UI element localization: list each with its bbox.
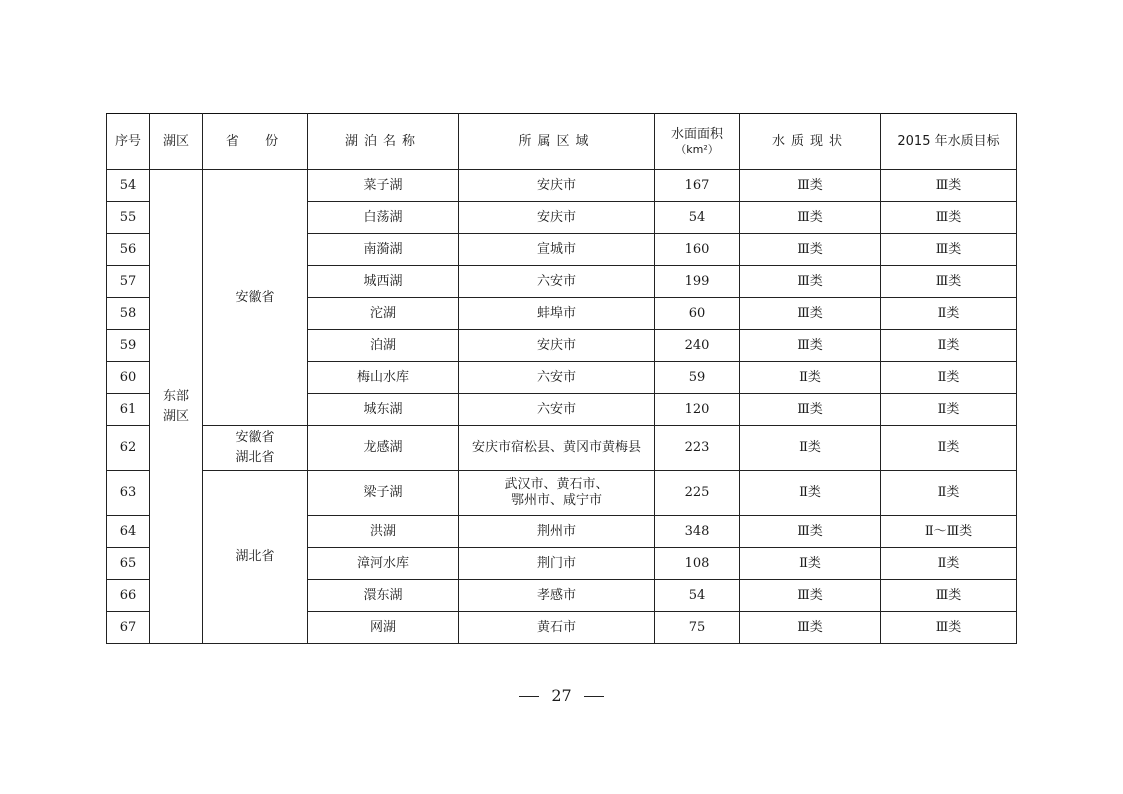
lake-name-cell: 菜子湖 — [308, 170, 459, 202]
row-number-cell: 55 — [107, 202, 150, 234]
lake-name-cell: 南漪湖 — [308, 234, 459, 266]
header-region: 湖区 — [150, 114, 203, 170]
quality-cell: Ⅲ类 — [740, 580, 881, 612]
quality-cell: Ⅲ类 — [740, 202, 881, 234]
header-water-area — [655, 114, 740, 170]
quality-cell: Ⅱ类 — [740, 471, 881, 516]
lake-name-cell: 网湖 — [308, 612, 459, 644]
province-cell-anhui-hubei: 安徽省 湖北省 — [203, 426, 308, 471]
row-number-cell: 59 — [107, 330, 150, 362]
lake-name-cell: 泊湖 — [308, 330, 459, 362]
row-number-cell: 61 — [107, 394, 150, 426]
target-cell: Ⅲ类 — [881, 202, 1017, 234]
lake-name-cell: 城东湖 — [308, 394, 459, 426]
area-cell: 黄石市 — [459, 612, 655, 644]
water-area-cell: 60 — [655, 298, 740, 330]
water-area-cell: 120 — [655, 394, 740, 426]
target-cell: Ⅲ类 — [881, 580, 1017, 612]
quality-cell: Ⅲ类 — [740, 298, 881, 330]
lake-name-cell: 城西湖 — [308, 266, 459, 298]
water-area-cell: 199 — [655, 266, 740, 298]
area-cell: 六安市 — [459, 394, 655, 426]
header-water-area-label: 水面面积 — [670, 126, 723, 142]
row-number-cell: 58 — [107, 298, 150, 330]
table-header-row — [107, 114, 1017, 170]
lake-name-cell: 澴东湖 — [308, 580, 459, 612]
header-target: 2015 年水质目标 — [881, 114, 1017, 170]
row-number-cell: 57 — [107, 266, 150, 298]
table-row — [107, 426, 1017, 471]
province-cell-anhui: 安徽省 — [203, 170, 308, 426]
area-cell: 宣城市 — [459, 234, 655, 266]
area-cell: 安庆市 — [459, 170, 655, 202]
target-cell: Ⅱ～Ⅲ类 — [881, 516, 1017, 548]
header-water-area-unit: （km²） — [675, 142, 719, 156]
row-number-cell: 60 — [107, 362, 150, 394]
row-number-cell: 67 — [107, 612, 150, 644]
page-dash-right — [584, 696, 604, 697]
water-area-cell: 59 — [655, 362, 740, 394]
area-cell: 武汉市、黄石市、 鄂州市、咸宁市 — [459, 471, 655, 516]
table-row — [107, 170, 1017, 202]
target-cell: Ⅱ类 — [881, 548, 1017, 580]
row-number-cell: 66 — [107, 580, 150, 612]
water-area-cell: 75 — [655, 612, 740, 644]
water-area-cell: 167 — [655, 170, 740, 202]
row-number-cell: 65 — [107, 548, 150, 580]
area-cell: 孝感市 — [459, 580, 655, 612]
water-area-cell: 54 — [655, 202, 740, 234]
area-cell: 荆州市 — [459, 516, 655, 548]
row-number-cell: 63 — [107, 471, 150, 516]
water-area-cell: 54 — [655, 580, 740, 612]
target-cell: Ⅲ类 — [881, 266, 1017, 298]
lake-table — [106, 113, 1017, 644]
lake-name-cell: 沱湖 — [308, 298, 459, 330]
header-quality: 水质现状 — [740, 114, 881, 170]
target-cell: Ⅱ类 — [881, 362, 1017, 394]
target-cell: Ⅲ类 — [881, 612, 1017, 644]
target-cell: Ⅲ类 — [881, 170, 1017, 202]
lake-name-cell: 龙感湖 — [308, 426, 459, 471]
page-number: 27 — [551, 686, 572, 705]
province-cell-hubei: 湖北省 — [203, 471, 308, 644]
area-cell: 荆门市 — [459, 548, 655, 580]
water-area-cell: 225 — [655, 471, 740, 516]
quality-cell: Ⅱ类 — [740, 426, 881, 471]
water-area-cell: 160 — [655, 234, 740, 266]
page-footer — [0, 686, 1123, 705]
quality-cell: Ⅲ类 — [740, 394, 881, 426]
target-cell: Ⅱ类 — [881, 426, 1017, 471]
lake-table-container — [106, 113, 1016, 644]
table-body — [107, 170, 1017, 644]
page-dash-left — [519, 696, 539, 697]
quality-cell: Ⅲ类 — [740, 612, 881, 644]
target-cell: Ⅱ类 — [881, 298, 1017, 330]
lake-name-cell: 梁子湖 — [308, 471, 459, 516]
table-row — [107, 471, 1017, 516]
lake-name-cell: 漳河水库 — [308, 548, 459, 580]
header-lake-name: 湖泊名称 — [308, 114, 459, 170]
row-number-cell: 56 — [107, 234, 150, 266]
quality-cell: Ⅱ类 — [740, 548, 881, 580]
area-cell: 蚌埠市 — [459, 298, 655, 330]
target-cell: Ⅱ类 — [881, 330, 1017, 362]
lake-region-cell: 东部 湖区 — [150, 170, 203, 644]
lake-name-cell: 白荡湖 — [308, 202, 459, 234]
water-area-cell: 223 — [655, 426, 740, 471]
target-cell: Ⅱ类 — [881, 394, 1017, 426]
quality-cell: Ⅲ类 — [740, 266, 881, 298]
row-number-cell: 54 — [107, 170, 150, 202]
target-cell: Ⅲ类 — [881, 234, 1017, 266]
quality-cell: Ⅲ类 — [740, 234, 881, 266]
quality-cell: Ⅲ类 — [740, 330, 881, 362]
area-cell: 六安市 — [459, 362, 655, 394]
quality-cell: Ⅲ类 — [740, 516, 881, 548]
water-area-cell: 348 — [655, 516, 740, 548]
area-cell: 六安市 — [459, 266, 655, 298]
quality-cell: Ⅲ类 — [740, 170, 881, 202]
lake-name-cell: 梅山水库 — [308, 362, 459, 394]
header-area: 所属区域 — [459, 114, 655, 170]
area-cell: 安庆市 — [459, 330, 655, 362]
area-cell: 安庆市 — [459, 202, 655, 234]
water-area-cell: 240 — [655, 330, 740, 362]
row-number-cell: 62 — [107, 426, 150, 471]
header-num: 序号 — [107, 114, 150, 170]
area-cell: 安庆市宿松县、黄冈市黄梅县 — [459, 426, 655, 471]
header-province: 省 份 — [203, 114, 308, 170]
lake-name-cell: 洪湖 — [308, 516, 459, 548]
target-cell: Ⅱ类 — [881, 471, 1017, 516]
water-area-cell: 108 — [655, 548, 740, 580]
row-number-cell: 64 — [107, 516, 150, 548]
quality-cell: Ⅱ类 — [740, 362, 881, 394]
